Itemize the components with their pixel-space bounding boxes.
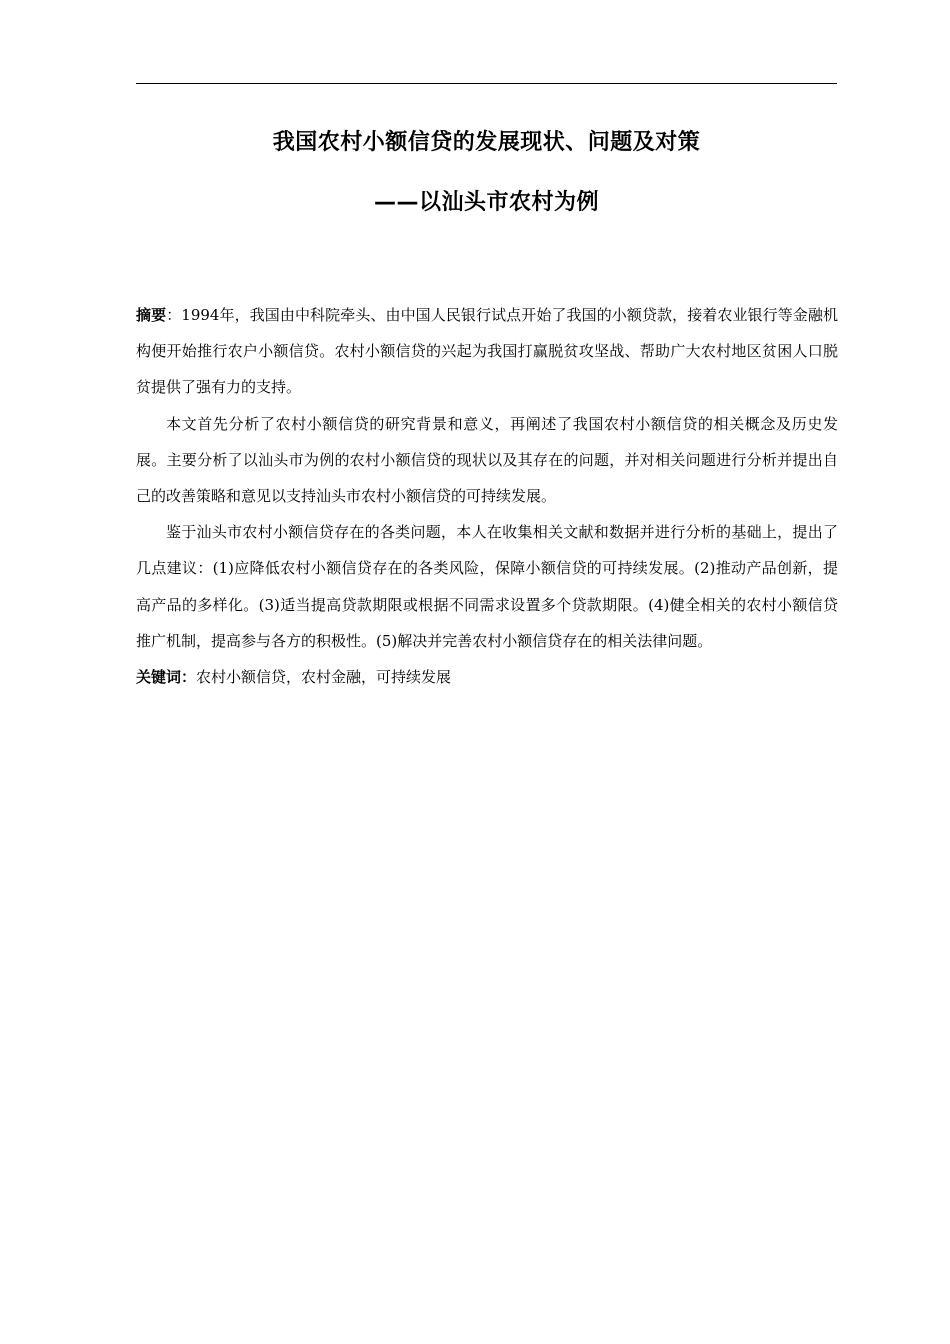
abstract-text-1: 1994年，我国由中科院牵头、由中国人民银行试点开始了我国的小额贷款，接着农业银行等金融机构便开始推行农户小额信贷。农村小额信贷的兴起为我国打赢脱贫攻坚战、帮助广大农村地区贫困人口脱贫提供了强有力的支持。	[136, 306, 838, 397]
abstract-paragraph-2: 本文首先分析了农村小额信贷的研究背景和意义，再阐述了我国农村小额信贷的相关概念及历史发展。主要分析了以汕头市为例的农村小额信贷的现状以及其存在的问题，并对相关问题进行分析并提出自己的改善策略和意见以支持汕头市农村小额信贷的可持续发展。	[136, 414, 838, 506]
abstract-label: 摘要	[136, 306, 167, 324]
abstract-paragraph-1	[136, 297, 838, 406]
document-title: 我国农村小额信贷的发展现状、问题及对策	[272, 130, 701, 155]
keywords-label: 关键词：	[136, 668, 197, 687]
header-rule	[136, 83, 837, 84]
document-subtitle: ——以汕头市农村为例	[373, 190, 599, 215]
keywords-line	[136, 659, 838, 695]
keywords-value: 农村小额信贷，农村金融，可持续发展	[196, 668, 452, 687]
abstract-paragraph-3: 鉴于汕头市农村小额信贷存在的各类问题，本人在收集相关文献和数据并进行分析的基础上，提出了几点建议：(1)应降低农村小额信贷存在的各类风险，保障小额信贷的可持续发展。(2)推动产品创新，提高产品的多样化。(3)适当提高贷款期限或根据不同需求设置多个贷款期限。(4)健全相关的农村小额信贷推广机制，提高参与各方的积极性。(5)解决并完善农村小额信贷存在的相关法律问题。	[136, 523, 838, 650]
abstract-section	[136, 297, 838, 695]
abstract-separator: ：	[166, 306, 182, 324]
